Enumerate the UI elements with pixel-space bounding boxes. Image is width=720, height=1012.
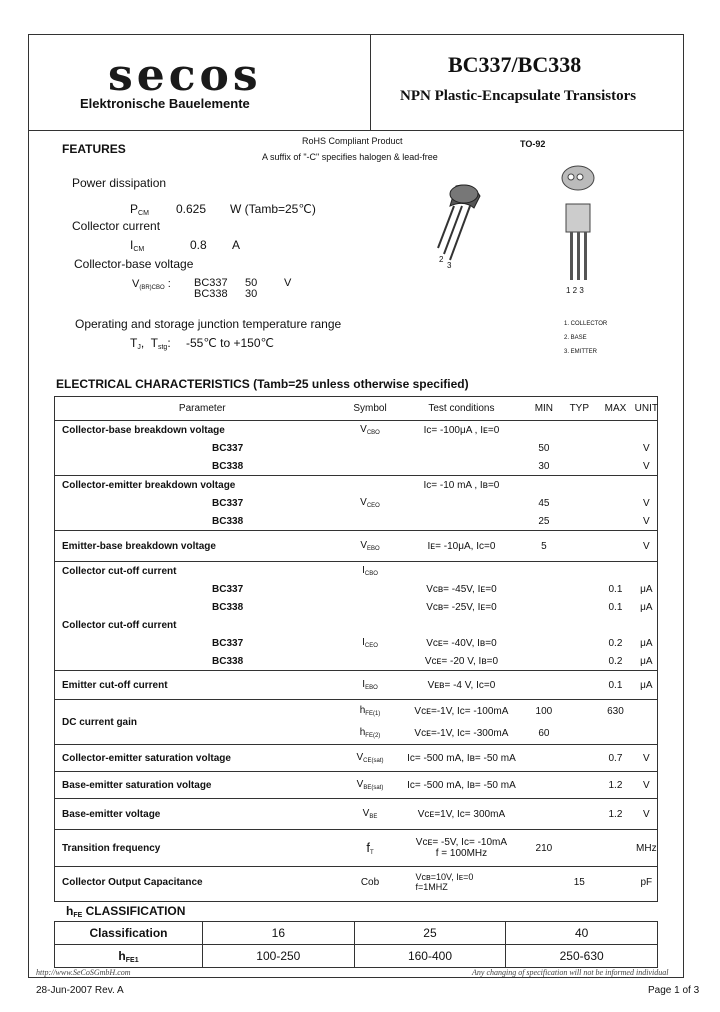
variant-label: BC338 [212,655,244,667]
range-value: 100-250 [203,945,355,968]
table-row [54,867,658,898]
param-condition: Vᴇʙ= -4 V, Ic=0 [397,671,525,700]
unit-value: V [642,515,650,527]
param-symbol: $V_{CEO}$ [360,497,380,509]
company-logo: secos [108,50,262,101]
range-value: 160-400 [354,945,506,968]
max-value: 0.2 [608,655,623,667]
param-condition: Vᴄᴇ= -20 V, Iʙ=0 [424,655,499,667]
product-description: NPN Plastic-Encapsulate Transistors [400,88,637,104]
typ-value: 15 [562,867,596,898]
halogen-note: A suffix of "-C" specifies halogen & lead-free [262,152,438,162]
icm-unit: A [232,238,241,252]
table-row [54,494,658,512]
variant-label: BC337 [212,442,244,454]
table-row [54,700,658,723]
variant-label: BC338 [212,515,244,527]
param-name: Transition frequency [54,830,343,867]
classification-label: Classification [55,922,203,945]
param-condition: Vᴄʙ=10V, Iᴇ=0 f=1MHZ [397,867,525,898]
table-row [54,457,658,476]
max-value: 1.2 [596,772,634,799]
table-row [54,772,658,799]
table-row [54,634,658,652]
param-name: Emitter-base breakdown voltage [54,531,343,562]
header-conditions: Test conditions [428,402,495,414]
unit-value: V [635,745,658,772]
pcm-value: 0.625 [176,202,207,216]
table-row [54,439,658,457]
header-min: MIN [534,402,554,414]
company-name: Elektronische Bauelemente [80,96,250,111]
max-value: 0.1 [608,601,623,613]
unit-value: V [642,497,650,509]
param-symbol: Cob [343,867,398,898]
temp-symbols: $T_J$, $T_{stg}$: [130,336,171,351]
max-value: 0.1 [608,583,623,595]
unit-value: μA [640,637,653,649]
min-value: 50 [538,442,550,454]
header-divider [28,130,684,131]
header-unit: UNIT [634,402,658,414]
param-symbol: $V_{CE(sat)}$ [343,745,398,772]
param-condition: Vᴄᴇ=-1V, Ic= -100mA [397,700,525,723]
max-value: 0.2 [608,637,623,649]
param-symbol: $h_{FE(2)}$ [359,727,381,739]
package-label: TO-92 [520,139,546,149]
revision-date: 28-Jun-2007 Rev. A [36,985,124,996]
unit-value: pF [635,867,658,898]
pin1-label: 1. COLLECTOR [564,321,608,327]
class-value: 25 [354,922,506,945]
table-row [54,652,658,671]
param-name: Base-emitter voltage [54,799,343,830]
max-value: 1.2 [596,799,634,830]
param-condition: Vᴄᴇ= -40V, Iʙ=0 [426,637,497,649]
unit-value: V [642,442,650,454]
min-value: 210 [525,830,562,867]
variant-label: BC338 [212,460,244,472]
param-condition: Ic= -10 mA , Iʙ=0 [397,476,525,495]
min-value: 25 [538,515,550,527]
vcbo-symbol: V(BR)CBO : [132,278,171,291]
min-value: 5 [525,531,562,562]
pin-row-label: 1 2 3 [566,286,584,295]
vcbo-label: Collector-base voltage [74,257,194,271]
param-name: Collector-emitter saturation voltage [54,745,343,772]
param-condition: Vᴄᴇ=1V, Ic= 300mA [397,799,525,830]
param-condition: Vᴄʙ= -45V, Iᴇ=0 [426,583,497,595]
param-symbol: $V_{BE}$ [343,799,398,830]
table-row [55,922,658,945]
table-row [54,799,658,830]
icm-value: 0.8 [190,238,207,252]
vcbo-bc338: BC338 [194,288,228,300]
pcm-unit: W (Tamb=25℃) [230,202,316,216]
table-row [54,671,658,700]
pin-label-3: 3 [447,261,452,270]
max-value: 0.7 [596,745,634,772]
table-row [54,745,658,772]
param-condition: Ic= -100μA , Iᴇ=0 [397,421,525,440]
temp-range-value: -55℃ to +150℃ [186,336,275,350]
min-value: 100 [525,700,562,723]
param-symbol: $V_{CBO}$ [343,421,398,440]
min-value: 30 [538,460,550,472]
param-symbol: $V_{BE(sat)}$ [343,772,398,799]
param-condition: Vᴄᴇ= -5V, Ic= -10mA f = 100MHz [397,830,525,867]
page-number: Page 1 of 3 [648,985,700,996]
min-value: 45 [538,497,550,509]
icm-symbol: $I_{CM}$ [130,238,145,253]
param-condition: Ic= -500 mA, Iʙ= -50 mA [397,772,525,799]
vcbo-bc337-value: 50 [245,277,258,289]
unit-value: μA [640,655,653,667]
temp-range-label: Operating and storage junction temperature range [75,317,342,331]
param-symbol: fT [343,830,398,867]
header-typ: TYP [569,402,590,414]
unit-value: MHz [635,830,658,867]
table-row [54,512,658,531]
table-row [54,476,658,495]
electrical-characteristics-table [54,396,658,897]
header-max: MAX [604,402,627,414]
header-vertical-divider [370,34,371,130]
vcbo-bc337: BC337 [194,277,228,289]
pin-label-2: 2 [439,255,444,264]
max-value: 0.1 [596,671,634,700]
pin3-label: 3. EMITTER [564,349,598,355]
class-value: 40 [506,922,658,945]
table-header-row [54,396,658,421]
pcm-symbol: $P_{CM}$ [130,202,149,217]
class-value: 16 [203,922,355,945]
header-symbol: Symbol [353,402,387,414]
param-symbol: $I_{CBO}$ [343,562,398,581]
part-numbers-title: BC337/BC338 [448,52,582,77]
unit-value: V [635,799,658,830]
features-heading: FEATURES [62,142,126,156]
table-row [54,598,658,616]
table-row [54,531,658,562]
param-symbol: $V_{EBO}$ [343,531,398,562]
header-parameter: Parameter [178,402,226,414]
max-value: 630 [596,700,634,723]
param-condition: Vᴄʙ= -25V, Iᴇ=0 [426,601,497,613]
hfe1-label: $h_{FE1}$ [55,945,203,968]
param-name: Collector-base breakdown voltage [54,421,343,440]
unit-value: V [635,772,658,799]
unit-value: μA [640,601,653,613]
param-name: Collector-emitter breakdown voltage [54,476,343,495]
param-name: Base-emitter saturation voltage [54,772,343,799]
param-symbol: $h_{FE(1)}$ [343,700,398,723]
vcbo-bc338-value: 30 [245,288,258,300]
power-label: Power dissipation [72,176,167,190]
unit-value: V [642,460,650,472]
variant-label: BC337 [212,497,244,509]
param-symbol: $I_{CEO}$ [362,637,378,649]
param-condition: Iᴇ= -10μA, Ic=0 [397,531,525,562]
variant-label: BC338 [212,601,244,613]
param-name: Collector Output Capacitance [54,867,343,898]
variant-label: BC337 [212,583,244,595]
param-name: DC current gain [54,700,343,745]
range-value: 250-630 [506,945,658,968]
rohs-note: RoHS Compliant Product [302,136,403,146]
unit-value: V [635,531,658,562]
table-row [55,945,658,968]
param-symbol: $I_{EBO}$ [343,671,398,700]
website-link[interactable]: http://www.SeCoSGmbH.com [36,968,131,977]
pin2-label: 2. BASE [564,335,587,341]
table-row [54,616,658,634]
param-condition: Vᴄᴇ=-1V, Ic= -300mA [414,727,509,739]
change-notice: Any changing of specification will not be informed individual [472,968,669,977]
unit-value: μA [635,671,658,700]
hfe-classification-heading: $h_{FE}$ CLASSIFICATION [66,904,186,919]
collector-current-label: Collector current [72,219,161,233]
table-row [54,830,658,867]
transistor-angle-icon [424,178,484,270]
unit-value: μA [640,583,653,595]
param-name: Collector cut-off current [54,562,343,581]
variant-label: BC337 [212,637,244,649]
electrical-characteristics-heading: ELECTRICAL CHARACTERISTICS (Tamb=25 unless otherwise specified) [56,377,469,391]
table-row [54,580,658,598]
transistor-front-icon [558,164,598,286]
param-condition: Ic= -500 mA, Iʙ= -50 mA [397,745,525,772]
param-name: Emitter cut-off current [54,671,343,700]
table-row [54,562,658,581]
vcbo-unit: V [284,277,292,289]
table-row [54,421,658,440]
min-value: 60 [538,727,550,739]
param-name: Collector cut-off current [62,619,177,631]
hfe-classification-table [54,921,658,968]
